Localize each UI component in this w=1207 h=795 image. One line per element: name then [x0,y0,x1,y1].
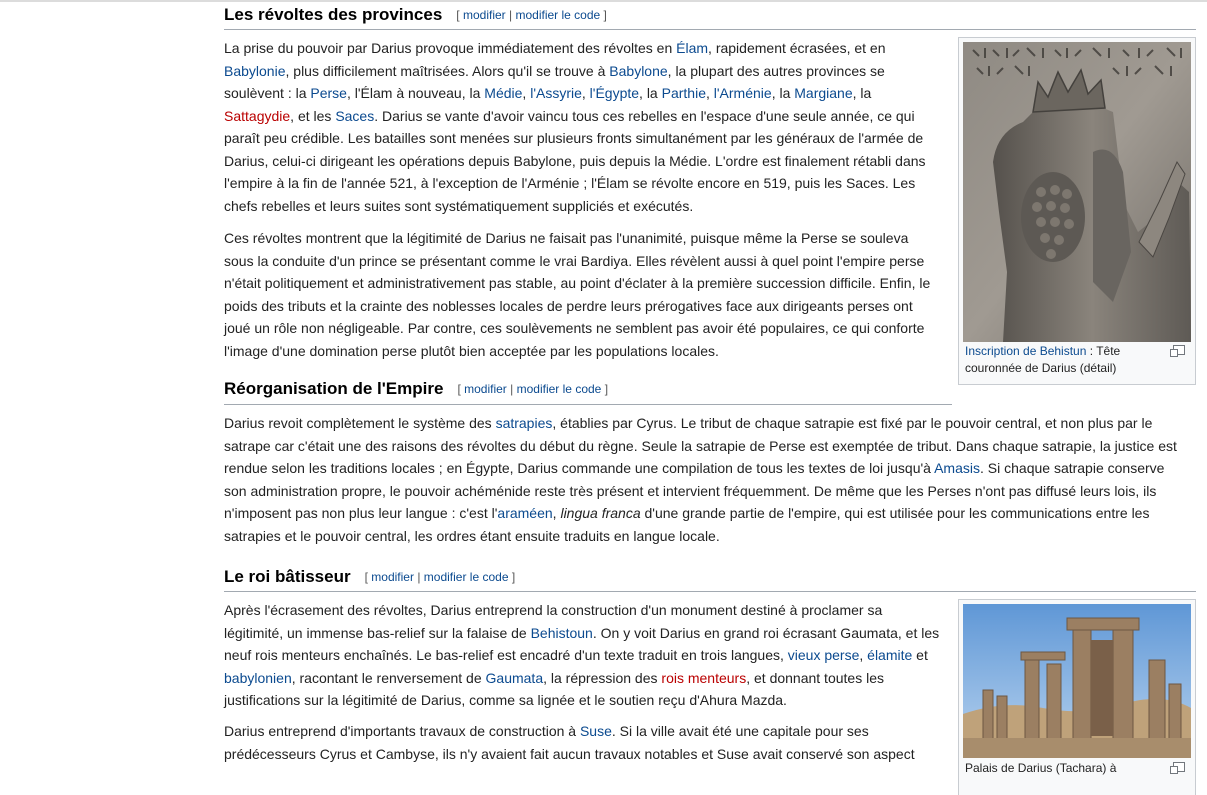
caption-link-behistun[interactable]: Inscription de Behistun [965,344,1087,358]
section-heading-revoltes [224,5,607,25]
section-heading-batisseur [224,567,515,587]
edit-link[interactable]: modifier [464,382,507,396]
section-heading-reorganisation [224,379,608,399]
palace-image[interactable] [963,604,1191,758]
link-armenie[interactable]: l'Arménie [713,85,772,101]
behistun-relief-image[interactable] [963,42,1191,342]
paragraph-revoltes-2: Ces révoltes montrent que la légitimité de Darius ne faisait pas l'unanimité, puisque même la Perse se souleva sous la conduite d'un prince se présentant comme le vrai Bardiya. Elles révèlent aussi à quel point l'empire perse n'était politiquement et administrativement pas stable, au point d'éclater à la première succession difficile. Enfin, le poids des tributs et la crainte des noblesses locales de perdre leurs prérogatives face aux dirigeants perses ont joué un rôle non négligeable. Par contre, ces soulèvements ne semblent pas avoir été populaires, ce qui conforte l'image d'une domination perse plutôt bien acceptée par les populations locales. [224,230,931,359]
section-edit-links: [ modifier | modifier le code ] [364,570,516,584]
link-babylonie[interactable]: Babylonie [224,62,286,79]
paragraph-reorganisation: Darius revoit complètement le système des satrapies, établies par Cyrus. Le tribut de chaque satrapie est fixé par le pouvoir central, et non plus par le satrape car c'était une des raisons des révoltes du début du règne. Seule la satrapie de Perse est exemptée de tribut. Dans chaque satrapie, la justice est rendue selon les traditions locales ; en Égypte, Darius commande une compilation de tous les textes de loi jusqu'à Amasis. Si chaque satrapie conserve son administration propre, le pouvoir achéménide reste très présent et intervient fréquemment. De même que les Perses n'ont pas diffusé leurs lois, ils n'imposent pas non plus leur langue : c'est l'araméen, lingua franca d'une grande partie de l'empire, qui est utilisée pour les communications entre les satrapies et le pouvoir central, les ordres étant ensuite traduits en langue locale. [224,415,1177,544]
top-border [0,0,1207,2]
section-title: Le roi bâtisseur [224,567,351,586]
link-gaumata[interactable]: Gaumata [485,669,544,686]
section-title: Les révoltes des provinces [224,5,443,24]
section-edit-links: [ modifier | modifier le code ] [456,8,607,22]
link-margiane[interactable]: Margiane [794,85,853,101]
link-assyrie[interactable]: l'Assyrie [530,85,582,101]
link-egypte[interactable]: l'Égypte [589,85,640,101]
link-babylone[interactable]: Babylone [609,62,668,79]
paragraph-batisseur-1: Après l'écrasement des révoltes, Darius entreprend la construction d'un monument destiné à proclamer sa légitimité, un immense bas-relief sur la falaise de Behistoun. On y voit Darius en grand roi écrasant Gaumata, et les neuf rois menteurs enchaînés. Le bas-relief est encadré d'un texte traduit en trois langues, vieux perse, élamite et babylonien, racontant le renversement de Gaumata, la répression des rois menteurs, et donnant toutes les justifications sur la légitimité de Darius, comme sa lignée et le soutien reçu d'Ahura Mazda. [224,602,940,708]
edit-source-link[interactable]: modifier le code [515,8,601,22]
section-edit-links: [ modifier | modifier le code ] [457,382,609,396]
section-title: Réorganisation de l'Empire [224,379,444,398]
edit-source-link[interactable]: modifier le code [516,382,602,396]
enlarge-icon[interactable] [1173,762,1185,772]
link-amasis[interactable]: Amasis [934,460,980,476]
paragraph-batisseur-2: Darius entreprend d'importants travaux de construction à Suse. Si la ville avait été une capitale pour ses prédécesseurs Cyrus et Cambyse, ils n'y avaient fait aucun travaux notables et Suse avait conservé son aspect [224,723,915,762]
link-babylonien[interactable]: babylonien [224,669,292,686]
edit-link[interactable]: modifier [371,570,414,584]
edit-source-link[interactable]: modifier le code [423,570,509,584]
link-elam[interactable]: Élam [676,40,709,56]
edit-link[interactable]: modifier [462,8,506,22]
link-vieux-perse[interactable]: vieux perse [787,647,860,663]
paragraph-revoltes-1: La prise du pouvoir par Darius provoque immédiatement des révoltes en Élam, rapidement écrasées, et en Babylonie, plus difficilement maîtrisées. Alors qu'il se trouve à Babylone, la plupart des autres provinces se soulèvent : la Perse, l'Élam à nouveau, la Médie, l'Assyrie, l'Égypte, la Parthie, l'Arménie, la Margiane, la Sattagydie, et les Saces. Darius se vante d'avoir vaincu tous ces rebelles en l'espace d'une seule année, ce qui paraît peu crédible. Les batailles sont menées sur plusieurs fronts simultanément par les généraux de l'armée de Darius, celui-ci dirigeant les opérations depuis Babylone, puis depuis la Médie. L'ordre est finalement rétabli dans l'empire à la fin de l'année 521, à l'exception de l'Arménie ; l'Élam se révolte encore en 519, puis les Saces. Les chefs rebelles et leurs suites sont systématiquement suppliciés et exécutés. [224,40,926,214]
section-divider [224,591,1196,592]
link-medie[interactable]: Médie [484,85,523,101]
link-parthie[interactable]: Parthie [661,85,706,101]
link-behistoun[interactable]: Behistoun [530,624,593,641]
link-perse[interactable]: Perse [310,85,347,101]
link-saces[interactable]: Saces [335,107,375,124]
figure-behistun [958,37,1196,385]
link-rois-menteurs[interactable]: rois menteurs [661,669,747,686]
link-sattagydie[interactable]: Sattagydie [224,107,291,124]
link-elamite[interactable]: élamite [867,647,913,663]
section-divider [224,404,952,405]
figure-caption: Inscription de Behistun : Tête couronnée de Darius (détail) [965,344,1121,375]
enlarge-icon[interactable] [1173,345,1185,355]
section-divider [224,29,1196,30]
figure-palace [958,599,1196,795]
figure-caption: Palais de Darius (Tachara) à [965,761,1117,775]
link-satrapies[interactable]: satrapies [495,415,553,431]
link-arameen[interactable]: araméen [497,505,553,521]
link-suse[interactable]: Suse [579,723,612,739]
